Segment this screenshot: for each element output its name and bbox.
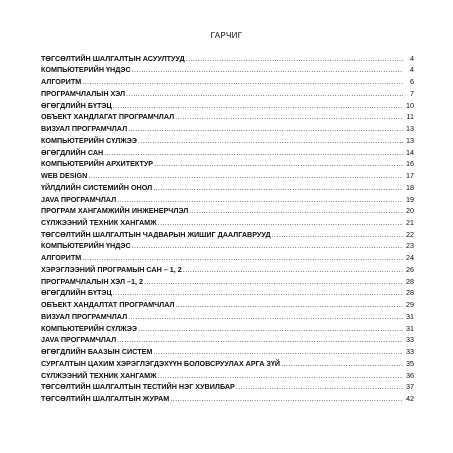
toc-entry[interactable]: [41, 74, 414, 86]
toc-entry-page-number: 28: [406, 276, 414, 286]
dot-leader: [82, 77, 403, 86]
toc-entry-page-number: 31: [406, 323, 414, 333]
toc-entry-page-number: 31: [406, 311, 414, 321]
dot-leader: [138, 324, 403, 333]
toc-entry-label: ӨГӨГДЛИЙН САН: [41, 147, 104, 157]
toc-entry[interactable]: [41, 262, 414, 274]
toc-entry-label: ӨГӨГДЛИЙН БААЗЫН СИСТЕМ: [41, 347, 153, 357]
dot-leader: [158, 371, 403, 380]
toc-entry-label: ОБЪЕКТ ХАНДАЛТАТ ПРОГРАМЧЛАЛ: [41, 300, 175, 310]
toc-entry-label: ӨГӨГДЛИЙН БҮТЭЦ: [41, 288, 112, 298]
toc-entry[interactable]: [41, 227, 414, 239]
toc-entry-label: СҮЛЖЭЭНИЙ ТЕХНИК ХАНГАМЖ: [41, 218, 157, 228]
toc-entry-page-number: 35: [406, 358, 414, 368]
toc-entry-page-number: 21: [406, 218, 414, 228]
dot-leader: [138, 136, 403, 145]
toc-entry[interactable]: [41, 356, 414, 368]
toc-entry-label: JAVA ПРОГРАМЧЛАЛ: [41, 335, 117, 345]
toc-entry-page-number: 20: [406, 206, 414, 216]
dot-leader: [128, 312, 403, 321]
toc-entry[interactable]: [41, 98, 414, 110]
dot-leader: [176, 300, 403, 309]
toc-entry[interactable]: [41, 215, 414, 227]
toc-entry-page-number: 36: [406, 370, 414, 380]
toc-entry-page-number: 24: [406, 253, 414, 263]
dot-leader: [113, 101, 403, 110]
toc-entry[interactable]: [41, 133, 414, 145]
toc-entry-page-number: 17: [406, 171, 414, 181]
toc-entry-label: ВИЗУАЛ ПРОГРАМЧЛАЛ: [41, 311, 128, 321]
toc-entry[interactable]: [41, 239, 414, 251]
dot-leader: [104, 148, 403, 157]
toc-entry-page-number: 19: [406, 194, 414, 204]
dot-leader: [128, 124, 403, 133]
toc-entry-page-number: 11: [406, 112, 414, 122]
toc-entry[interactable]: [41, 380, 414, 392]
toc-entry[interactable]: [41, 145, 414, 157]
dot-leader: [272, 230, 403, 239]
dot-leader: [154, 159, 403, 168]
toc-entry[interactable]: [41, 274, 414, 286]
toc-entry[interactable]: [41, 391, 414, 403]
toc-title: ГАРЧИГ: [210, 31, 243, 40]
toc-entry-page-number: 13: [406, 124, 414, 134]
toc-entry-label: ТӨГСӨЛТИЙН ШАЛГАЛТЫН АСУУЛТУУД: [41, 53, 185, 63]
toc-entry-label: СУРГАЛТЫН ЦАХИМ ХЭРЭГЛЭГДЭХҮҮН БОЛОВСРУУЛАХ АРГА ЗҮЙ: [41, 358, 281, 368]
toc-entry-page-number: 10: [406, 100, 414, 110]
toc-entry-label: ПРОГРАМЧЛАЛЫН ХЭЛ: [41, 88, 126, 98]
toc-entry[interactable]: [41, 180, 414, 192]
toc-entry-page-number: 7: [410, 88, 414, 98]
toc-entry-page-number: 29: [406, 300, 414, 310]
toc-entry-page-number: 6: [410, 77, 414, 87]
toc-entry[interactable]: [41, 51, 414, 63]
toc-entry-page-number: 18: [406, 182, 414, 192]
toc-entry[interactable]: [41, 368, 414, 380]
toc-entry[interactable]: [41, 321, 414, 333]
toc-entry[interactable]: [41, 168, 414, 180]
toc-entry-label: ХЭРЭГЛЭЭНИЙ ПРОГРАМЫН САН – 1, 2: [41, 264, 182, 274]
toc-entry-label: ТӨГСӨЛТИЙН ШАЛГАЛТЫН ТЕСТИЙН НЭГ ХУВИЛБАР: [41, 382, 235, 392]
toc-entry-label: ТӨГСӨЛТИЙН ШАЛГАЛТЫН ЧАДВАРЫН ЖИШИГ ДААЛГАВРУУД: [41, 229, 271, 239]
dot-leader: [144, 277, 403, 286]
toc-entry[interactable]: [41, 110, 414, 122]
dot-leader: [132, 241, 403, 250]
toc-entry-page-number: 33: [406, 335, 414, 345]
toc-entry-page-number: 4: [410, 53, 414, 63]
dot-leader: [153, 183, 403, 192]
dot-leader: [186, 54, 403, 63]
table-of-contents: [41, 51, 414, 403]
dot-leader: [189, 206, 403, 215]
dot-leader: [88, 171, 403, 180]
toc-entry-page-number: 4: [410, 65, 414, 75]
toc-entry-label: КОМПЬЮТЕРИЙН СҮЛЖЭЭ: [41, 135, 137, 145]
toc-entry[interactable]: [41, 157, 414, 169]
dot-leader: [117, 195, 403, 204]
dot-leader: [175, 112, 403, 121]
toc-entry-label: КОМПЬЮТЕРИЙН ҮНДЭС: [41, 241, 131, 251]
toc-entry-label: ПРОГРАМ ХАНГАМЖИЙН ИНЖЕНЕРЧЛЭЛ: [41, 206, 189, 216]
dot-leader: [113, 288, 403, 297]
toc-entry-page-number: 14: [406, 147, 414, 157]
dot-leader: [158, 218, 403, 227]
toc-entry[interactable]: [41, 63, 414, 75]
toc-entry-page-number: 37: [406, 382, 414, 392]
toc-entry-label: ҮЙЛДЛИЙН СИСТЕМИЙН ОНОЛ: [41, 182, 153, 192]
toc-entry[interactable]: [41, 192, 414, 204]
toc-entry-label: ПРОГРАМЧЛАЛЫН ХЭЛ –1, 2: [41, 276, 143, 286]
toc-entry[interactable]: [41, 297, 414, 309]
dot-leader: [82, 253, 403, 262]
toc-entry-label: КОМПЬЮТЕРИЙН СҮЛЖЭЭ: [41, 323, 137, 333]
toc-entry[interactable]: [41, 344, 414, 356]
toc-entry-label: ОБЪЕКТ ХАНДЛАГАТ ПРОГРАМЧЛАЛ: [41, 112, 175, 122]
toc-entry-label: СҮЛЖЭЭНИЙ ТЕХНИК ХАНГАМЖ: [41, 370, 157, 380]
dot-leader: [132, 65, 403, 74]
toc-entry[interactable]: [41, 309, 414, 321]
toc-entry[interactable]: [41, 250, 414, 262]
toc-entry[interactable]: [41, 286, 414, 298]
toc-entry-label: WEB DESIGN: [41, 171, 88, 181]
toc-entry-label: ВИЗУАЛ ПРОГРАМЧЛАЛ: [41, 124, 128, 134]
toc-entry[interactable]: [41, 121, 414, 133]
dot-leader: [183, 265, 403, 274]
toc-entry-page-number: 22: [406, 229, 414, 239]
toc-entry-page-number: 42: [406, 394, 414, 404]
dot-leader: [170, 394, 403, 403]
dot-leader: [236, 382, 403, 391]
toc-entry-page-number: 16: [406, 159, 414, 169]
toc-entry-label: ӨГӨГДЛИЙН БҮТЭЦ: [41, 100, 112, 110]
dot-leader: [153, 347, 403, 356]
toc-entry-page-number: 13: [406, 135, 414, 145]
dot-leader: [126, 89, 403, 98]
toc-entry-label: КОМПЬЮТЕРИЙН АРХИТЕКТУР: [41, 159, 154, 169]
toc-entry-page-number: 23: [406, 241, 414, 251]
toc-entry-label: ТӨГСӨЛТИЙН ШАЛГАЛТЫН ЖУРАМ: [41, 394, 170, 404]
toc-entry-page-number: 28: [406, 288, 414, 298]
toc-entry-label: АЛГОРИТМ: [41, 77, 82, 87]
toc-entry-page-number: 33: [406, 347, 414, 357]
dot-leader: [117, 335, 403, 344]
toc-entry-page-number: 26: [406, 264, 414, 274]
dot-leader: [281, 359, 403, 368]
toc-entry[interactable]: [41, 333, 414, 345]
toc-entry-label: КОМПЬЮТЕРИЙН ҮНДЭС: [41, 65, 131, 75]
toc-entry[interactable]: [41, 204, 414, 216]
toc-entry-label: АЛГОРИТМ: [41, 253, 82, 263]
toc-entry-label: JAVA ПРОГРАМЧЛАЛ: [41, 194, 117, 204]
toc-entry[interactable]: [41, 86, 414, 98]
